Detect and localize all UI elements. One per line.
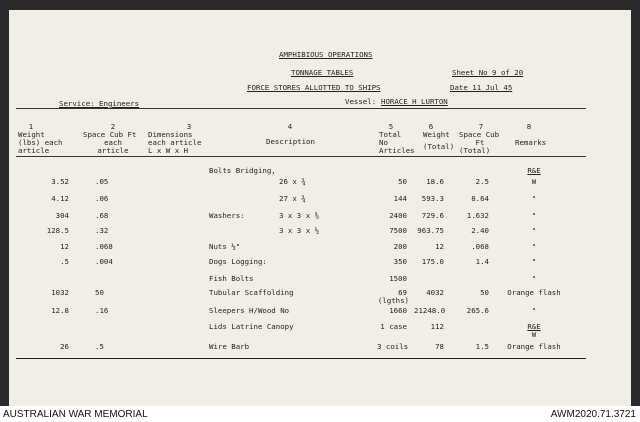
cell-space: .32 xyxy=(95,226,109,235)
cell-weight: .5 xyxy=(60,257,69,266)
doc-stores-line: FORCE STORES ALLOTTED TO SHIPS xyxy=(247,83,381,92)
cell-total: 50 xyxy=(398,177,407,186)
cell-remarks: Orange flash xyxy=(507,288,561,297)
cell-remarks: " xyxy=(531,306,537,315)
cell-weight: 3.52 xyxy=(51,177,69,186)
cell-tspace: 50 xyxy=(480,288,489,297)
cell-tweight: 112 xyxy=(430,322,444,331)
header-bottom-rule xyxy=(16,156,586,157)
cell-tspace: 2.40 xyxy=(471,226,489,235)
cell-tspace: 1.632 xyxy=(466,211,489,220)
cell-desc: Wire Barb xyxy=(209,342,250,351)
cell-total: 200 xyxy=(393,242,407,251)
cell-weight: 26 xyxy=(60,342,69,351)
cell-desc: Tubular Scaffolding xyxy=(209,288,294,297)
cell-desc: Washers: xyxy=(209,211,245,220)
cell-remarks: " xyxy=(531,211,537,220)
cell-tspace: 265.6 xyxy=(466,306,489,315)
table-top-rule xyxy=(16,108,586,109)
cell-space: .16 xyxy=(95,306,109,315)
cell-weight: 128.5 xyxy=(46,226,69,235)
cell-weight: 1032 xyxy=(51,288,69,297)
cell-total: 1500 xyxy=(389,274,407,283)
archive-footer xyxy=(0,406,640,422)
cell-remarks: " xyxy=(531,194,537,203)
cell-tspace: 8.64 xyxy=(471,194,489,203)
cell-tspace: 1.5 xyxy=(475,342,489,351)
cell-total: 3 coils xyxy=(377,342,409,351)
cell-total: 69 xyxy=(398,288,407,297)
cell-dim: 27 x ¾ xyxy=(279,194,306,203)
cell-weight: 4.12 xyxy=(51,194,69,203)
archive-reference: AWM2020.71.3721 xyxy=(550,409,636,420)
cell-remarks: " xyxy=(531,226,537,235)
cell-space: .068 xyxy=(95,242,113,251)
service-label: Service: Engineers xyxy=(59,99,140,108)
cell-weight: 12.8 xyxy=(51,306,69,315)
cell-tspace: .068 xyxy=(471,242,489,251)
cell-space: .05 xyxy=(95,177,109,186)
cell-desc: Nuts ½" xyxy=(209,242,241,251)
cell-remarks: Orange flash xyxy=(507,342,561,351)
cell-remarks: " xyxy=(531,242,537,251)
cell-remarks: R&E xyxy=(527,322,541,331)
vessel-label: Vessel: xyxy=(345,97,377,106)
cell-remarks: " xyxy=(531,257,537,266)
cell-space: .06 xyxy=(95,194,109,203)
cell-desc: Bolts Bridging, xyxy=(209,166,276,175)
cell-tweight: 12 xyxy=(435,242,444,251)
cell-weight: 12 xyxy=(60,242,69,251)
cell-remarks: " xyxy=(531,274,537,283)
cell-total: 1660 xyxy=(389,306,407,315)
document-sheet: AMPHIBIOUS OPERATIONS TONNAGE TABLES FORCE STORES ALLOTTED TO SHIPS Sheet No 9 of 20 Date 11 Jul 45 Service: Engineers Vessel: HORACE H LURTON 1 Weight (lbs) each article 2 Space Cub Ft each article 3 Dimensions each article L x W x H 4 Description 5 Total No Articles 6 Weight (Total) 7 Space Cub Ft (Total) 8 Remarks Bolts Bridging, R&E 3.52 .05 26 x ¾ 50 18.6 2.5 W 4.12 .06 27 x ¾ 144 593.3 8.64 " 304 .68 Washers: 3 x 3 x ⅜ 2400 729.6 1.632 " 128.5 .32 3 x 3 x ½ 7500 963.75 2.40 " 12 .068 Nuts ½" 200 12 .068 " .5 .004 Dogs Logging: 350 175.0 1.4 " Fish Bolts 1500 " 1032 50 Tubular Scaffolding 69 4032 50 Orange flash (lgths) 12.8 .16 Sleepers H/Wood No 1660 21248.0 265.6 " Lids Latrine Canopy 1 case 112 R&E W 26 .5 Wire Barb 3 coils 78 1.5 Orange flash xyxy=(9,10,631,406)
vessel-name: HORACE H LURTON xyxy=(381,97,448,106)
cell-tweight: 729.6 xyxy=(421,211,444,220)
cell-space: .004 xyxy=(95,257,113,266)
cell-tweight: 593.3 xyxy=(421,194,444,203)
cell-tweight: 18.6 xyxy=(426,177,444,186)
cell-total: 7500 xyxy=(389,226,407,235)
doc-date: Date 11 Jul 45 xyxy=(450,83,513,92)
cell-tweight: 4032 xyxy=(426,288,444,297)
cell-remarks: R&E xyxy=(527,166,541,175)
cell-tspace: 2.5 xyxy=(475,177,489,186)
cell-space: 50 xyxy=(95,288,104,297)
cell-total: 350 xyxy=(393,257,407,266)
cell-desc: Fish Bolts xyxy=(209,274,254,283)
cell-space: .68 xyxy=(95,211,109,220)
cell-dim: 26 x ¾ xyxy=(279,177,306,186)
cell-tspace: 1.4 xyxy=(475,257,489,266)
cell-remarks-sub: W xyxy=(531,330,537,339)
table-bottom-rule xyxy=(16,358,586,359)
cell-total: 144 xyxy=(393,194,407,203)
cell-tweight: 21248.0 xyxy=(414,306,446,315)
cell-tweight: 963.75 xyxy=(417,226,444,235)
cell-total: 1 case xyxy=(380,322,407,331)
archive-name: AUSTRALIAN WAR MEMORIAL xyxy=(3,409,148,420)
cell-dim: 3 x 3 x ½ xyxy=(279,226,320,235)
cell-total-unit: (lgths) xyxy=(377,296,409,305)
cell-tweight: 175.0 xyxy=(421,257,444,266)
cell-space: .5 xyxy=(95,342,104,351)
doc-subtitle: TONNAGE TABLES xyxy=(291,68,354,77)
cell-total: 2400 xyxy=(389,211,407,220)
cell-desc: Lids Latrine Canopy xyxy=(209,322,294,331)
cell-desc: Sleepers H/Wood No xyxy=(209,306,290,315)
sheet-number: Sheet No 9 of 20 xyxy=(452,68,524,77)
cell-desc: Dogs Logging: xyxy=(209,257,267,266)
cell-dim: 3 x 3 x ⅜ xyxy=(279,211,320,220)
doc-title: AMPHIBIOUS OPERATIONS xyxy=(279,50,373,59)
cell-remarks: W xyxy=(531,177,537,186)
cell-weight: 304 xyxy=(55,211,69,220)
cell-tweight: 78 xyxy=(435,342,444,351)
